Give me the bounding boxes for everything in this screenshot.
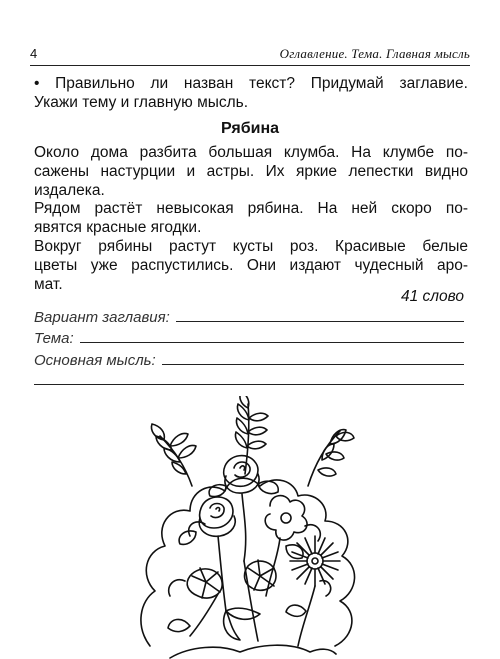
word-count: 41 слово [400,288,464,305]
header-rule [30,65,470,66]
main-idea-row [34,349,464,369]
story-line: издалека. [34,181,105,199]
story-line: Рядом растёт невысокая рябина. На ней скоро по- [34,200,468,218]
task-line: • Правильно ли назван текст? Придумай заглавие. [34,75,468,92]
story-line: Вокруг рябины растут кусты роз. Красивые белые [34,237,468,255]
title-variant-label: Вариант заглавия: [34,309,170,326]
main-idea-extra-answer-line[interactable] [34,383,464,385]
story-line: сажены настурции и астры. Их яркие лепестки видно [34,162,468,180]
title-variant-row [34,306,464,326]
page-number: 4 [30,46,38,61]
story-text [34,144,468,294]
leaf-sprig-left [152,424,197,486]
theme-answer-line[interactable] [80,341,464,343]
running-title: Оглавление. Тема. Главная мысль [279,46,470,61]
task-line: Укажи тему и главную мысль. [34,94,249,111]
page-header [30,44,470,66]
story-title: Рябина [220,120,280,137]
ground-line [170,645,336,658]
main-idea-label: Основная мысль: [34,352,156,369]
story-line: явятся красные ягодки. [34,219,202,237]
leaf-sprig-right [308,430,354,486]
story-line: Около дома разбита большая клумба. На клумбе по- [34,144,468,161]
story-line: цветы уже распустились. Они издают чудесный аро- [34,256,468,274]
theme-row [34,327,464,347]
title-variant-answer-line[interactable] [176,320,464,322]
rose-middle [179,497,235,611]
task-instructions [34,74,468,112]
aster-flower [286,536,340,646]
theme-label: Тема: [34,330,74,347]
flower-bouquet-illustration [130,396,370,659]
main-idea-extra-row [34,369,464,389]
story-line: мат. [34,275,63,293]
main-idea-answer-line[interactable] [162,363,464,365]
